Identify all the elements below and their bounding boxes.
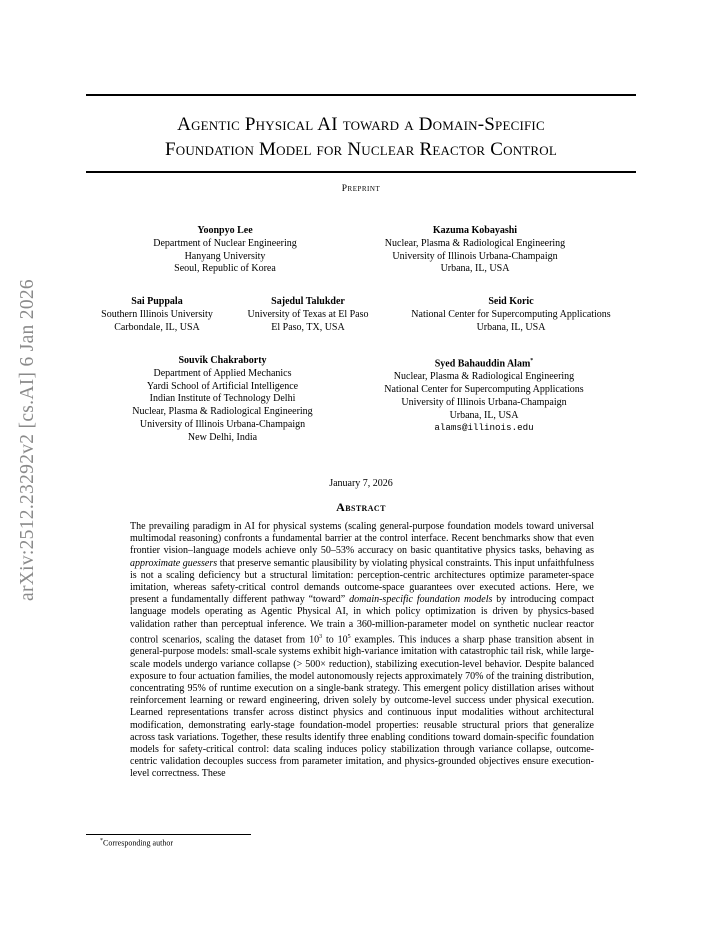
author-affiliation-line: Southern Illinois University (101, 308, 213, 320)
author-affiliation-line: El Paso, TX, USA (271, 321, 345, 333)
exponent: 5 (347, 633, 351, 640)
author-name: Kazuma Kobayashi (432, 225, 518, 236)
author-block-1 (125, 225, 325, 276)
footnote-rule (86, 834, 251, 835)
author-affiliation-line: National Center for Supercomputing Applications (411, 308, 611, 320)
author-affiliation-line: Indian Institute of Technology Delhi (149, 393, 296, 405)
author-block-3 (86, 296, 228, 334)
author-affiliation-line: University of Texas at El Paso (247, 308, 369, 320)
abstract-paragraph: The prevailing paradigm in AI for physical systems (scaling general-purpose foundation models toward universal multimodal reasoning) confronts a fundamental barrier at the control interface. Recent benchmarks show that even frontier vision–language models achieve only 50–53% accuracy on basic quantitative physics tasks, behaving as approximate guessers that preserve semantic plausibility by violating physical constraints. This input unfaithfulness is not a scaling deficiency but a structural limitation: perception-centric architectures optimize parameter-space imitation, whereas safety-critical control demands outcome-space guarantees over executed actions. Here, we present a fundamentally different pathway “toward” domain-specific foundation models by introducing compact language models operating as Agentic Physical AI, in which policy optimization is driven by physics-based validation rather than perceptual inference. We train a 360-million-parameter model on synthetic nuclear reactor control scenarios, scaling the dataset from $10^3$ to $10^5$ examples. This induces a sharp phase transition absent in general-purpose models: small-scale systems exhibit high-variance imitation with catastrophic tail risk, while large-scale models undergo variance collapse (> 500× reduction), stabilizing execution-level behavior. Despite balanced exposure to four actuation families, the model autonomously rejects approximately 70% of the training distribution, concentrating 95% of runtime execution on a single-bank strategy. This emergent policy distillation arises without reinforcement learning or reward engineering, driven solely by outcome-level success under physical execution. Learned representations transfer across distinct physics and continuous input modalities without architectural modification, demonstrating early-stage foundation-model properties: reusable structural priors that generalize across task variations. Together, these results identify three enabling conditions toward domain-specific foundation models for safety-critical control: data scaling induces policy stabilization through variance collapse, outcome-centric validation decouples success from parameter imitation, and physics-grounded objectives ensure execution-level correctness. These (130, 521, 595, 780)
publication-date: January 7, 2026 (329, 478, 393, 489)
author-affiliation-line: Urbana, IL, USA (449, 409, 519, 421)
author-affiliation-line: National Center for Supercomputing Applications (384, 383, 584, 395)
author-affiliation-line: Nuclear, Plasma & Radiological Engineering (384, 237, 566, 249)
title-bottom-rule (86, 171, 636, 173)
author-affiliation-line: Urbana, IL, USA (476, 321, 546, 333)
author-affiliation-line: University of Illinois Urbana-Champaign (401, 396, 567, 408)
author-affiliation-line: Nuclear, Plasma & Radiological Engineering (393, 371, 575, 383)
author-name: Yoonpyo Lee (197, 225, 253, 236)
author-affiliation-line: Department of Applied Mechanics (153, 367, 292, 379)
author-block-4 (233, 296, 383, 334)
abstract-heading: Abstract (336, 500, 386, 514)
footnote-text: Corresponding author (103, 838, 173, 848)
author-block-6 (110, 355, 335, 445)
author-affiliation-line: New Delhi, India (187, 431, 258, 443)
author-name: Sajedul Talukder (271, 296, 345, 307)
author-name: Seid Koric (488, 296, 534, 307)
paper-title-line-1: Agentic Physical AI toward a Domain-Specific (177, 114, 545, 135)
author-affiliation-line: University of Illinois Urbana-Champaign (139, 418, 306, 430)
arxiv-identifier-text: arXiv:2512.23292v2 [cs.AI] 6 Jan 2026 (17, 279, 38, 601)
author-affiliation-line: University of Illinois Urbana-Champaign (392, 250, 558, 262)
exponent: 3 (319, 633, 323, 640)
author-email-link[interactable]: alams@illinois.edu (434, 422, 534, 434)
paper-title (86, 112, 636, 162)
author-block-7 (355, 355, 613, 435)
author-affiliation-line: Yardi School of Artificial Intelligence (146, 380, 299, 392)
author-block-2 (350, 225, 600, 276)
title-top-rule (86, 94, 636, 96)
author-block-5 (388, 296, 634, 334)
abstract-body (130, 521, 594, 781)
author-affiliation-line: Carbondale, IL, USA (114, 321, 200, 333)
author-affiliation-line: Hanyang University (184, 250, 266, 262)
preprint-label: Preprint (341, 184, 381, 194)
author-name: Souvik Chakraborty (178, 355, 267, 366)
corresponding-author-mark: * (530, 358, 534, 364)
author-affiliation-line: Department of Nuclear Engineering (153, 237, 297, 249)
arxiv-identifier-stamp (8, 270, 48, 610)
footnote (100, 838, 173, 848)
author-affiliation-line: Seoul, Republic of Korea (174, 263, 276, 275)
abstract-emphasis: approximate guessers (130, 557, 218, 569)
author-name: Sai Puppala (131, 296, 183, 307)
author-name: Syed Bahauddin Alam* (434, 358, 534, 370)
paper-title-line-2: Foundation Model for Nuclear Reactor Control (164, 139, 558, 160)
author-affiliation-line: Nuclear, Plasma & Radiological Engineering (132, 406, 313, 418)
abstract-emphasis: domain-specific foundation models (349, 594, 493, 606)
author-affiliation-line: Urbana, IL, USA (440, 263, 510, 275)
footnote-mark: * (100, 838, 103, 844)
